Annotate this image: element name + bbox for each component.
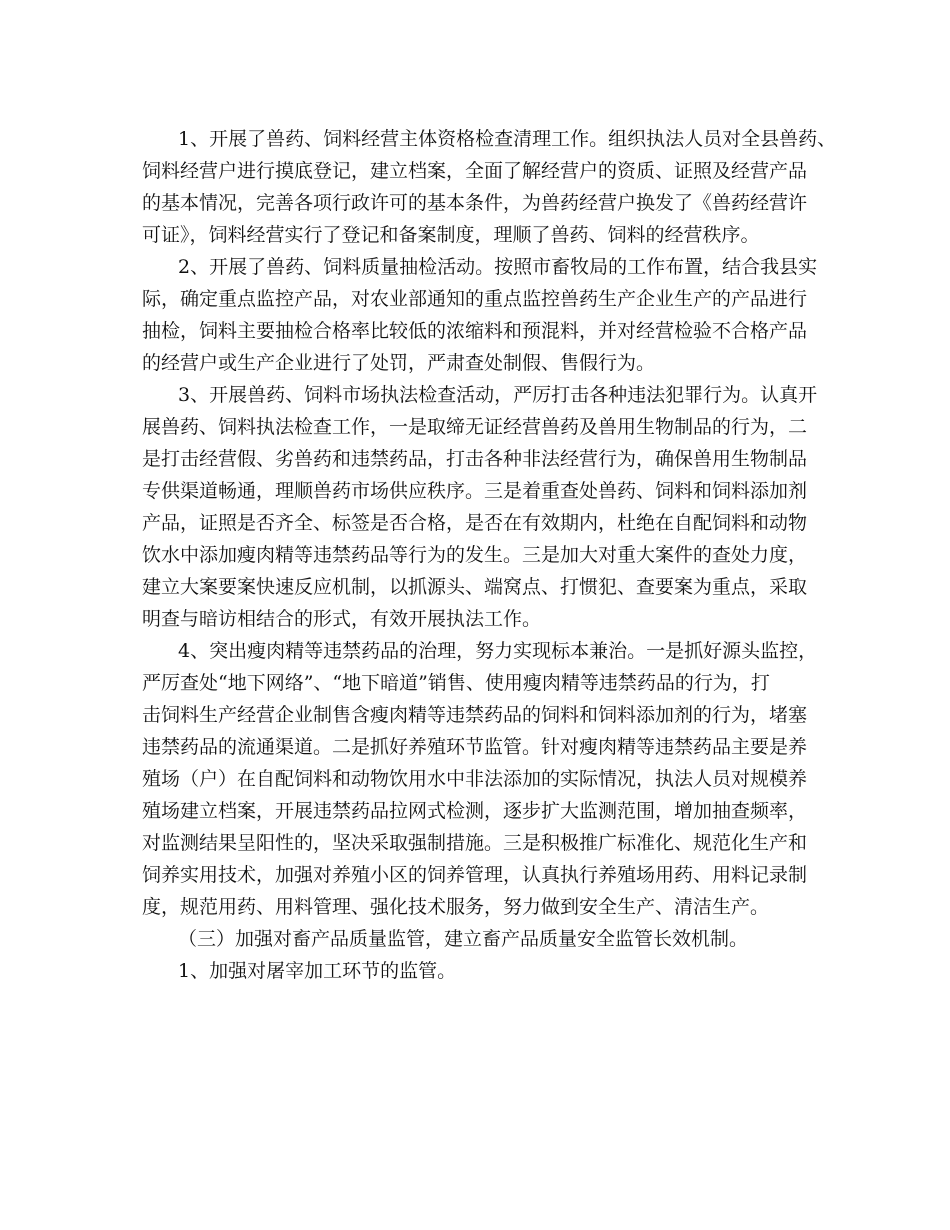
text-line: 度，规范用药、用料管理、强化技术服务，努力做到安全生产、清洁生产。 bbox=[142, 896, 770, 918]
text-line: 的基本情况，完善各项行政许可的基本条件，为兽药经营户换发了《兽药经营许 bbox=[142, 192, 808, 214]
text-line: 对监测结果呈阳性的，坚决采取强制措施。三是积极推广标准化、规范化生产和 bbox=[142, 832, 808, 854]
text-line: 严厉查处“地下网络”、“地下暗道”销售、使用瘦肉精等违禁药品的行为，打 bbox=[142, 672, 770, 694]
text-line: 殖场建立档案，开展违禁药品拉网式检测，逐步扩大监测范围，增加抽查频率， bbox=[142, 800, 808, 822]
text-line: 的经营户或生产企业进行了处罚，严肃查处制假、售假行为。 bbox=[142, 352, 656, 374]
text-line: 3、开展兽药、饲料市场执法检查活动，严厉打击各种违法犯罪行为。认真开 bbox=[178, 384, 818, 406]
text-line: 可证》，饲料经营实行了登记和备案制度，理顺了兽药、饲料的经营秩序。 bbox=[142, 224, 760, 246]
text-line: 4、突出瘦肉精等违禁药品的治理，努力实现标本兼治。一是抓好源头监控， bbox=[178, 640, 818, 662]
text-line: 1、开展了兽药、饲料经营主体资格检查清理工作。组织执法人员对全县兽药、 bbox=[178, 128, 837, 150]
text-line: 饮水中添加瘦肉精等违禁药品等行为的发生。三是加大对重大案件的查处力度， bbox=[142, 544, 808, 566]
text-line: 2、开展了兽药、饲料质量抽检活动。按照市畜牧局的工作布置，结合我县实 bbox=[178, 256, 818, 278]
text-line: 是打击经营假、劣兽药和违禁药品，打击各种非法经营行为，确保兽用生物制品 bbox=[142, 448, 808, 470]
text-line: 际，确定重点监控产品，对农业部通知的重点监控兽药生产企业生产的产品进行 bbox=[142, 288, 808, 310]
text-line: 明查与暗访相结合的形式，有效开展执法工作。 bbox=[142, 608, 542, 630]
text-line: 展兽药、饲料执法检查工作，一是取缔无证经营兽药及兽用生物制品的行为，二 bbox=[142, 416, 808, 438]
text-line: 1、加强对屠宰加工环节的监管。 bbox=[178, 960, 457, 982]
text-line: 产品，证照是否齐全、标签是否合格，是否在有效期内，杜绝在自配饲料和动物 bbox=[142, 512, 808, 534]
section-heading: （三）加强对畜产品质量监管，建立畜产品质量安全监管长效机制。 bbox=[178, 928, 749, 950]
text-line: 专供渠道畅通，理顺兽药市场供应秩序。三是着重查处兽药、饲料和饲料添加剂 bbox=[142, 480, 808, 502]
text-line: 饲料经营户进行摸底登记，建立档案，全面了解经营户的资质、证照及经营产品 bbox=[142, 160, 808, 182]
text-line: 建立大案要案快速反应机制，以抓源头、端窝点、打惯犯、查要案为重点，采取 bbox=[142, 576, 808, 598]
text-line: 击饲料生产经营企业制售含瘦肉精等违禁药品的饲料和饲料添加剂的行为，堵塞 bbox=[142, 704, 808, 726]
text-line: 饲养实用技术，加强对养殖小区的饲养管理，认真执行养殖场用药、用料记录制 bbox=[142, 864, 808, 886]
text-line: 殖场（户）在自配饲料和动物饮用水中非法添加的实际情况，执法人员对规模养 bbox=[142, 768, 808, 790]
text-line: 违禁药品的流通渠道。二是抓好养殖环节监管。针对瘦肉精等违禁药品主要是养 bbox=[142, 736, 808, 758]
text-line: 抽检，饲料主要抽检合格率比较低的浓缩料和预混料，并对经营检验不合格产品 bbox=[142, 320, 808, 342]
